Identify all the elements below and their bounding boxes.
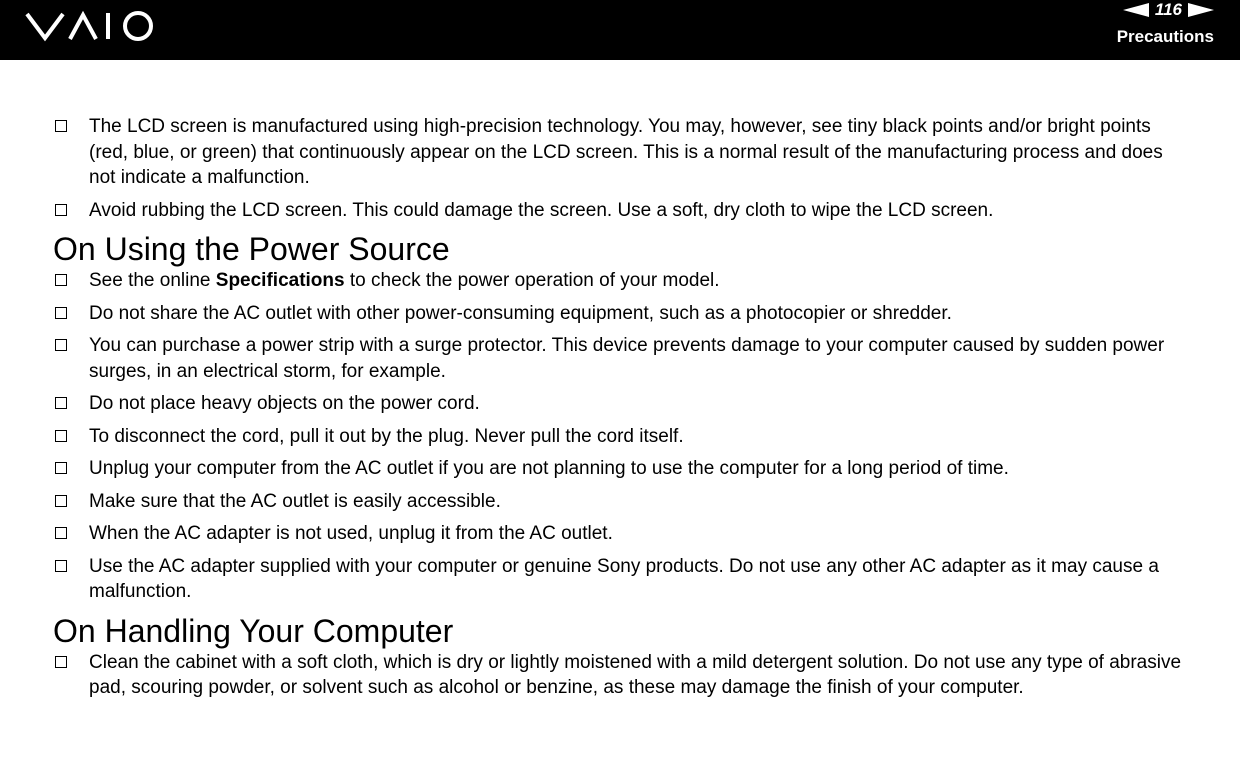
power-source-list [53, 268, 1193, 605]
list-item-text: You can purchase a power strip with a surge protector. This device prevents damage to your computer caused by sudden power surges, in an electrical storm, for example. [89, 335, 1165, 382]
specifications-link: Specifications [215, 270, 345, 291]
lcd-precautions-list [53, 114, 1193, 223]
list-item [53, 521, 1193, 547]
list-item-text: Make sure that the AC outlet is easily accessible. [89, 490, 501, 512]
list-item [53, 268, 1193, 294]
list-item-text: Do not place heavy objects on the power cord. [89, 393, 480, 414]
list-item [53, 456, 1193, 482]
list-item-text: Use the AC adapter supplied with your computer or genuine Sony products. Do not use any other AC adapter as it may cause a malfunction. [89, 555, 1159, 602]
handling-computer-heading: On Handling Your Computer [53, 612, 454, 649]
checkbox-bullet-icon [55, 307, 67, 319]
checkbox-bullet-icon [55, 560, 67, 572]
page-number: 116 [1154, 0, 1182, 19]
checkbox-bullet-icon [55, 495, 67, 507]
list-item-text: Avoid rubbing the LCD screen. This could damage the screen. Use a soft, dry cloth to wipe the LCD screen. [89, 199, 994, 221]
list-item-text: Clean the cabinet with a soft cloth, which is dry or lightly moistened with a mild detergent solution. Do not use any type of abrasive pad, scouring powder, or solvent such as alcohol or benzine, as these may damage the finish of your computer. [89, 651, 1182, 698]
checkbox-bullet-icon [55, 274, 67, 286]
page-header [0, 0, 1240, 60]
list-item [53, 391, 1193, 417]
checkbox-bullet-icon [55, 527, 67, 539]
list-item [53, 333, 1193, 384]
list-item [53, 650, 1193, 701]
power-source-heading: On Using the Power Source [53, 231, 450, 267]
section-title: Precautions [1116, 27, 1214, 46]
previous-page-arrow-icon[interactable] [1123, 3, 1149, 17]
list-item-text: When the AC adapter is not used, unplug it from the AC outlet. [89, 523, 613, 544]
list-item-text: Do not share the AC outlet with other power-consuming equipment, such as a photocopier or shredder. [89, 302, 952, 324]
next-page-arrow-icon[interactable] [1188, 3, 1214, 17]
checkbox-bullet-icon [55, 430, 67, 442]
list-item [53, 489, 1193, 515]
page-navigation [1123, 0, 1214, 20]
list-item [53, 301, 1193, 327]
checkbox-bullet-icon [55, 120, 67, 132]
vaio-logo [24, 9, 158, 43]
list-item [53, 198, 1193, 224]
checkbox-bullet-icon [55, 656, 67, 668]
checkbox-bullet-icon [55, 339, 67, 351]
list-item [53, 114, 1193, 191]
checkbox-bullet-icon [55, 462, 67, 474]
list-item [53, 424, 1193, 450]
list-item-text: The LCD screen is manufactured using high-precision technology. You may, however, see tiny black points and/or bright points (red, blue, or green) that continuously appear on the LCD screen. This is a normal result of the manufacturing process and does not indicate a malfunction. [89, 116, 1163, 188]
page-content [53, 114, 1193, 708]
handling-computer-list [53, 650, 1193, 701]
checkbox-bullet-icon [55, 397, 67, 409]
list-item [53, 554, 1193, 605]
list-item-text: To disconnect the cord, pull it out by the plug. Never pull the cord itself. [89, 425, 684, 447]
checkbox-bullet-icon [55, 204, 67, 216]
list-item-text: See the online Specifications to check the power operation of your model. [89, 270, 720, 291]
list-item-text: Unplug your computer from the AC outlet if you are not planning to use the computer for a long period of time. [89, 458, 1009, 479]
